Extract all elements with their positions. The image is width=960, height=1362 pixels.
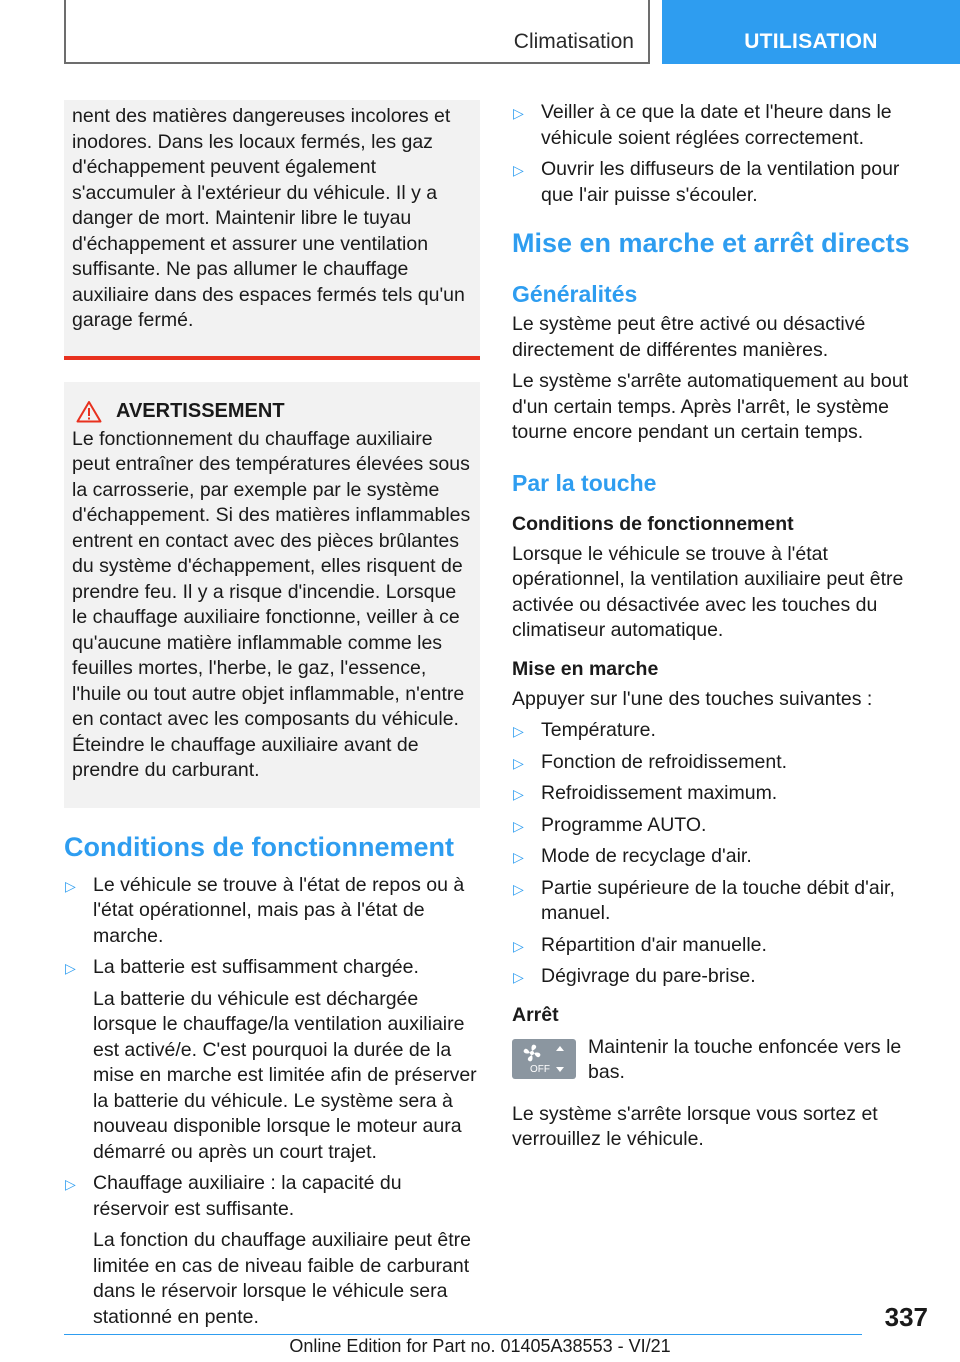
warning-body: Le fonctionnement du chauffage auxiliaire peut entraîner des températures élevées sous la carrosserie, par exemple par le système d'échappement. Si des matières inflammables entrent en contact avec des pièces brûlantes du système d'échappement, elles risquent de prendre feu. Il y a risque d'incendie. Lorsque le chauffage auxiliaire fonctionne, veiller à ce qu'aucune matière inflammable comme les feuilles mortes, l'herbe, le gaz, l'essence, l'huile ou tout autre objet inflammable, n'entre en contact avec les composants du véhicule. Éteindre le chauffage auxiliaire avant de prendre du carburant. [72, 427, 471, 781]
general-paragraph-2: Le système s'arrête automatiquement au bout d'un certain temps. Après l'arrêt, le système tourne encore pendant un certain temps. [512, 370, 909, 443]
stop-button-label: OFF [530, 1063, 550, 1075]
triangle-bullet-icon: ▷ [65, 960, 76, 976]
triangle-bullet-icon: ▷ [513, 937, 524, 954]
list-item [64, 955, 480, 1165]
stop-heading: Arrêt [512, 1003, 559, 1026]
fan-off-glyph-icon [512, 1039, 576, 1079]
list-item-text: Refroidissement maximum. [541, 782, 778, 804]
list-item [512, 157, 928, 208]
triangle-bullet-icon: ▷ [513, 786, 524, 802]
list-item-text: Température. [541, 719, 656, 741]
warning-title: AVERTISSEMENT [116, 399, 285, 422]
triangle-bullet-icon: ▷ [513, 105, 524, 121]
triangle-bullet-icon: ▷ [513, 723, 524, 739]
list-item-text: Partie supérieure de la touche débit d'air, manuel. [541, 876, 895, 924]
start-text: Appuyer sur l'une des touches suivantes : [512, 687, 873, 710]
list-item [512, 750, 928, 776]
direct-heading: Mise en marche et arrêt directs [512, 228, 910, 258]
header-section-box [64, 0, 650, 64]
general-heading: Généralités [512, 281, 638, 307]
list-item [512, 718, 928, 744]
left-column [64, 100, 480, 1336]
header-chapter-tab: UTILISATION [662, 0, 960, 64]
general-paragraph-1: Le système peut être activé ou désactivé directement de différentes manières. [512, 313, 866, 361]
page-number: 337 [884, 1302, 928, 1332]
warning-heading [72, 400, 472, 423]
triangle-bullet-icon: ▷ [513, 817, 524, 834]
warning-continued-box [64, 100, 480, 360]
conditions-list [64, 873, 480, 1331]
list-item-text: Veiller à ce que la date et l'heure dans le véhicule soient réglées correctement. [541, 101, 892, 149]
list-item [512, 876, 928, 927]
condition-text: Chauffage auxiliaire : la capacité du réservoir est suffisante. [93, 1172, 402, 1220]
header-section-title: Climatisation [513, 30, 634, 53]
list-item [512, 844, 928, 870]
warning-continued-text: nent des matières dangereuses incolores et inodores. Dans les locaux fermés, les gaz d'échappement peuvent également s'accumuler à l'extérieur du véhicule. Il y a danger de mort. Maintenir libre le tuyau d'échappement et assurer une ventilation suffisante. Ne pas allumer le chauffage auxiliaire dans des espaces fermés tels qu'un garage fermé. [72, 105, 465, 331]
triangle-bullet-icon: ▷ [65, 877, 76, 894]
stop-instruction-row [512, 1035, 928, 1086]
triangle-bullet-icon: ▷ [513, 162, 524, 178]
condition-text: Le véhicule se trouve à l'état de repos ou à l'état opérationnel, mais pas à l'état de marche. [93, 873, 465, 947]
right-column [512, 100, 928, 1153]
list-item [512, 781, 928, 807]
start-list [512, 718, 928, 990]
condition-detail: La batterie du véhicule est déchargée lorsque le chauffage/la ventilation auxiliaire est activé/e. C'est pourquoi la durée de la mise en marche est limitée afin de préserver la batterie du véhicule. Le système sera à nouveau disponible lorsque le moteur aura démarré ou après un court trajet. [93, 987, 477, 1163]
start-heading: Mise en marche [512, 657, 659, 680]
triangle-bullet-icon: ▷ [513, 754, 524, 771]
condition-detail: La fonction du chauffage auxiliaire peut être limitée en cas de niveau faible de carburant dans le réservoir lorsque le véhicule sera stationné en pente. [93, 1229, 471, 1328]
list-item [512, 100, 928, 151]
triangle-bullet-icon: ▷ [65, 1176, 76, 1192]
list-item-text: Fonction de refroidissement. [541, 750, 788, 773]
triangle-bullet-icon: ▷ [513, 849, 524, 865]
conditions-heading: Conditions de fonctionnement [64, 831, 454, 862]
triangle-bullet-icon: ▷ [513, 969, 524, 985]
list-item-text: Ouvrir les diffuseurs de la ventilation pour que l'air puisse s'écouler. [541, 158, 900, 206]
triangle-bullet-icon: ▷ [513, 880, 524, 897]
list-item [512, 813, 928, 839]
footer-divider [64, 1334, 862, 1335]
touch-heading: Par la touche [512, 469, 657, 496]
top-bullet-list [512, 100, 928, 208]
list-item [512, 964, 928, 990]
list-item-text: Répartition d'air manuelle. [541, 933, 767, 956]
list-item-text: Dégivrage du pare-brise. [541, 965, 756, 987]
warning-box [64, 382, 480, 808]
warning-triangle-icon [76, 400, 102, 423]
list-item [512, 933, 928, 959]
list-item [64, 1171, 480, 1330]
list-item-text: Mode de recyclage d'air. [541, 845, 752, 867]
footer-edition-text: Online Edition for Part no. 01405A38553 - VI/21 [289, 1336, 671, 1356]
final-text: Le système s'arrête lorsque vous sortez et verrouillez le véhicule. [512, 1102, 878, 1150]
touch-conditions-heading: Conditions de fonctionnement [512, 512, 794, 535]
list-item [64, 873, 480, 950]
list-item-text: Programme AUTO. [541, 813, 707, 836]
fan-off-button-icon [512, 1039, 576, 1079]
touch-conditions-text: Lorsque le véhicule se trouve à l'état opérationnel, la ventilation auxiliaire peut être activée ou désactivée avec les touches du climatiseur automatique. [512, 542, 904, 641]
condition-text: La batterie est suffisamment chargée. [93, 956, 419, 978]
stop-text: Maintenir la touche enfoncée vers le bas. [588, 1035, 902, 1083]
